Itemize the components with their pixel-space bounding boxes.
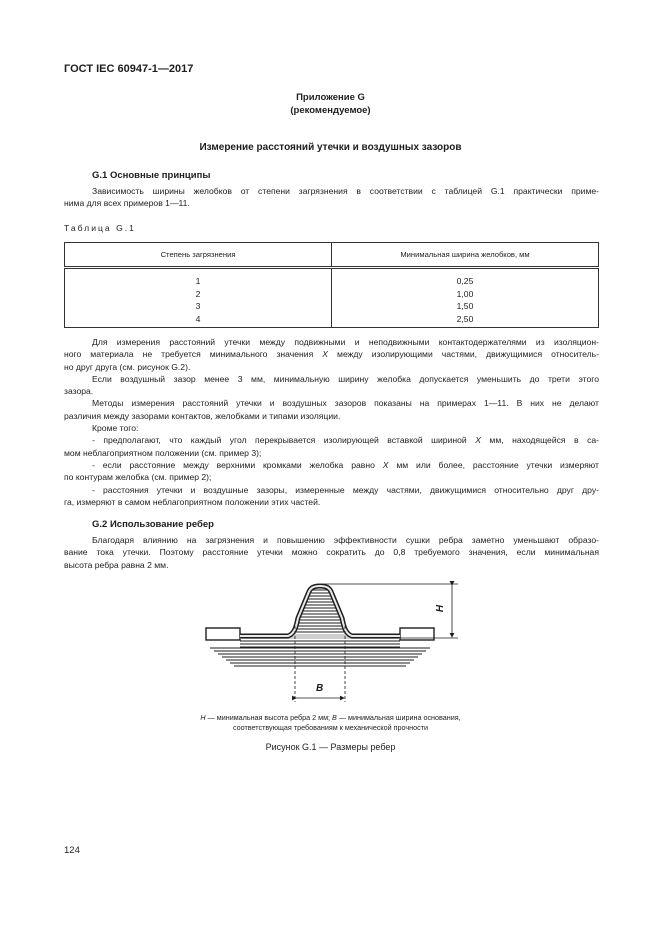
text-fragment: мм или более, расстояние утечки измеряют [396,459,599,470]
table-cell: 1,00 [332,288,599,301]
text-line [64,434,599,446]
rib-figure [200,578,470,706]
table-cell: 4 [65,313,332,328]
table-row [65,313,599,328]
text-fragment: - предполагают, что каждый угол перекрывается изолирующей вставкой шириной [92,435,467,446]
text-line: высота ребра равна 2 мм. [64,559,169,570]
text-line: но друг друга (см. рисунок G.2). [64,361,191,372]
text-line: различия между зазорами контактов, желобками и типами изоляции. [64,410,341,421]
label-h: H [435,604,447,613]
page-number: 124 [64,845,80,856]
figure-legend-line2: соответствующая требованиям к механической прочности [232,723,429,732]
legend-text: — минимальная ширина основания, [338,713,461,722]
text-line: Зависимость ширины желобков от степени загрязнения в соответствии с таблицей G.1 практически приме- [92,186,599,196]
symbol-x: X [322,349,328,360]
standard-header: ГОСТ IEC 60947-1—2017 [64,63,194,75]
text-fragment: - если расстояние между верхними кромками желобка равно [92,459,375,470]
section-g1-heading: G.1 Основные принципы [92,170,211,181]
text-line: вание тока утечки. Поэтому расстояние утечки можно сократить до 0,8 требуемого значения, если минимальная [64,547,599,558]
table-row [65,268,599,288]
left-conductor [206,628,240,640]
table-cell: 1,50 [332,300,599,313]
text-line: - расстояния утечки и воздушные зазоры, измеренные между частями, движущимися относительно друг дру- [92,484,599,495]
table-cell: 0,25 [332,268,599,288]
text-line: Благодаря влиянию на загрязнения и повышению эффективности сушки ребра заметно уменьшают образо- [92,535,599,545]
section-g2-heading: G.2 Использование ребер [92,519,214,530]
body-text [64,336,599,508]
text-fragment: между изолирующими частями, движущимися относитель- [337,349,599,360]
page-title: Измерение расстояний утечки и воздушных зазоров [199,142,462,153]
text-line: Методы измерения расстояний утечки и воздушных зазоров показаны на примерах 1—11. В них не делают [92,398,599,409]
symbol-x: X [382,459,389,470]
annex-title: Приложение G [296,92,365,103]
table-g1 [64,242,599,328]
table-row [65,288,599,301]
symbol-b: B [332,713,337,722]
figure-caption: Рисунок G.1 — Размеры ребер [265,742,396,752]
text-fragment: ного материала не требуется минимального значения [64,349,314,360]
text-line [64,348,599,360]
text-line: нима для всех примеров 1—11. [64,198,190,209]
table-header-pollution: Степень загрязнения [65,243,332,268]
symbol-h: H [200,713,206,722]
table-cell: 1 [65,268,332,288]
text-line [64,459,599,471]
text-fragment: мм, находящейся в са- [489,435,600,446]
text-line: Кроме того: [92,423,139,434]
figure-legend-line1 [0,713,661,723]
text-line: Если воздушный зазор менее 3 мм, минимальную ширину желобка допускается уменьшить до трети этого [92,373,599,384]
annex-status: (рекомендуемое) [290,105,371,116]
table-row [65,300,599,313]
insulation-hatching [230,578,410,653]
legend-text: — минимальная высота ребра 2 мм; [207,713,331,722]
table-cell: 2,50 [332,313,599,328]
section-g1-intro [64,185,599,210]
text-line: зазора. [64,386,94,397]
section-g2-text [64,534,599,571]
text-line: мом неблагоприятном положении (см. пример 3); [64,447,262,458]
text-line: по контурам желобка (см. пример 2); [64,472,212,483]
table-cell: 2 [65,288,332,301]
table-header-width: Минимальная ширина желобков, мм [332,243,599,268]
label-b: B [316,683,324,694]
symbol-x: X [475,435,481,446]
base-layers [210,648,430,666]
table-cell: 3 [65,300,332,313]
table-caption: Таблица G.1 [64,223,136,233]
text-line: га, измеряют в самом неблагоприятном положении этих частей. [64,496,321,507]
text-line: Для измерения расстояний утечки между подвижными и неподвижными контактодержателями из изоляцион- [92,337,599,347]
